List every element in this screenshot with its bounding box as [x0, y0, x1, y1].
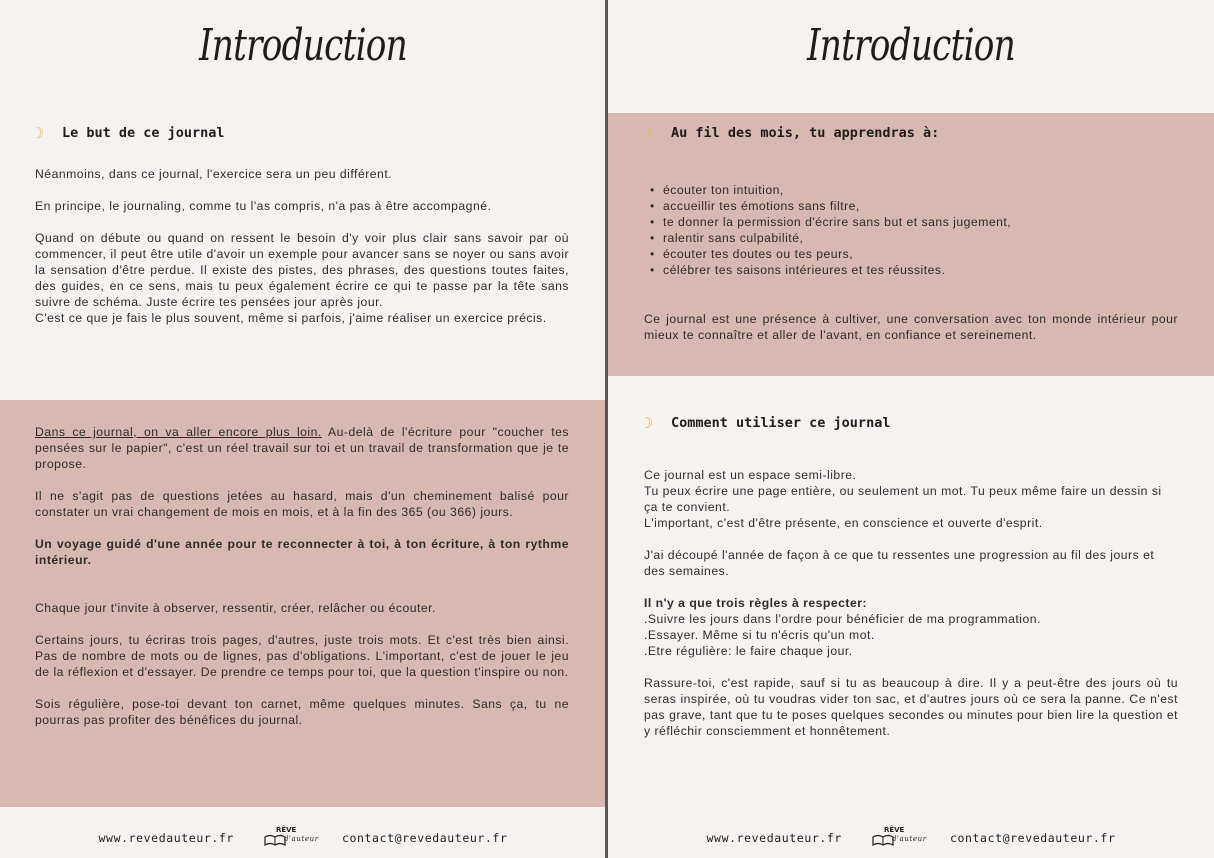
- underlined-lead: Dans ce journal, on va aller encore plus loin.: [35, 425, 322, 439]
- crescent-moon-icon: ☽: [35, 124, 45, 142]
- website-link[interactable]: www.revedauteur.fr: [98, 831, 234, 845]
- paragraph: J'ai découpé l'année de façon à ce que tu ressentes une progression au fil des jours et des semaines.: [644, 548, 1155, 578]
- page-title: Introduction: [807, 20, 1015, 71]
- list-item: • accueillir tes émotions sans filtre,: [644, 198, 1178, 214]
- rules-heading: Il n'y a que trois règles à respecter:: [644, 596, 868, 610]
- footer: [608, 818, 1214, 858]
- band-closing: [644, 311, 1178, 343]
- learning-list: [644, 182, 1178, 278]
- email-link[interactable]: contact@revedauteur.fr: [341, 831, 508, 845]
- paragraph: Tu peux écrire une page entière, ou seulement un mot. Tu peux même faire un dessin si ça te convient.: [644, 484, 1162, 514]
- reve-dauteur-logo: RÊVE d'auteur: [872, 825, 920, 851]
- section-heading-label: Le but de ce journal: [62, 125, 225, 141]
- paragraph: Néanmoins, dans ce journal, l'exercice sera un peu différent.: [35, 167, 393, 181]
- rule-item: .Etre régulière: le faire chaque jour.: [644, 644, 853, 658]
- list-item: • te donner la permission d'écrire sans but et sans jugement,: [644, 214, 1178, 230]
- bold-statement: Un voyage guidé d'une année pour te reconnecter à toi, à ton écriture, à ton rythme intérieur.: [35, 537, 569, 567]
- page-title: Introduction: [199, 20, 407, 71]
- left-page: [0, 0, 606, 858]
- section-heading-apprendras: [644, 124, 939, 142]
- section-heading-label: Au fil des mois, tu apprendras à:: [671, 125, 940, 141]
- paragraph: Ce journal est un espace semi-libre.: [644, 468, 857, 482]
- list-item: • ralentir sans culpabilité,: [644, 230, 1178, 246]
- lead-rest: Au-delà de l'écriture pour "coucher tes pensées sur le papier", c'est un réel travail sur toi et un travail de transformation que je te propose.: [35, 425, 569, 471]
- rule-item: .Suivre les jours dans l'ordre pour bénéficier de ma programmation.: [644, 612, 1041, 626]
- band-text: [35, 424, 569, 728]
- paragraph: Il ne s'agit pas de questions jetées au hasard, mais d'un cheminement balisé pour constater un vrai changement de mois en mois, et à la fin des 365 (ou 366) jours.: [35, 489, 569, 519]
- paragraph: En principe, le journaling, comme tu l'as compris, n'a pas à être accompagné.: [35, 199, 492, 213]
- paragraph: Quand on débute ou quand on ressent le besoin d'y voir plus clair sans savoir par où commencer, il peut être utile d'avoir un exemple pour avancer sans se noyer ou sans avoir la sensation d'être perdue. Il existe des pistes, des phrases, des questions toutes faites, des guides, en ce sens, mais tu peux également écrire ce qui te passe par la tête sans suivre de schéma. Juste écrire tes pensées jour après jour.: [35, 231, 569, 309]
- book-icon: [264, 833, 286, 847]
- paragraph: [35, 424, 569, 472]
- usage-text: [644, 467, 1178, 739]
- section-heading-label: Comment utiliser ce journal: [671, 415, 891, 431]
- book-icon: [872, 833, 894, 847]
- crescent-moon-icon: ☽: [644, 414, 654, 432]
- paragraph: Sois régulière, pose-toi devant ton carnet, même quelques minutes. Sans ça, tu ne pourras pas profiter des bénéfices du journal.: [35, 697, 569, 727]
- paragraph: Certains jours, tu écriras trois pages, d'autres, juste trois mots. Et c'est très bien ainsi. Pas de nombre de mots ou de lignes, pas d'obligations. L'important, c'est de jouer le jeu de la réflexion et d'essayer. De prendre ce temps pour toi, que la question t'inspire ou non.: [35, 633, 569, 679]
- section-heading-comment: [644, 414, 890, 432]
- email-link[interactable]: contact@revedauteur.fr: [949, 831, 1116, 845]
- footer: [0, 818, 606, 858]
- list-item: • célébrer tes saisons intérieures et tes réussites.: [644, 262, 1178, 278]
- paragraph: C'est ce que je fais le plus souvent, même si parfois, j'aime réaliser un exercice précis.: [35, 311, 547, 325]
- rule-item: .Essayer. Même si tu n'écris qu'un mot.: [644, 628, 875, 642]
- crescent-moon-icon: ☽: [644, 124, 654, 142]
- reve-dauteur-logo: RÊVE d'auteur: [264, 825, 312, 851]
- paragraph: Chaque jour t'invite à observer, ressentir, créer, relâcher ou écouter.: [35, 601, 436, 615]
- right-page: [608, 0, 1214, 858]
- paragraph: Rassure-toi, c'est rapide, sauf si tu as beaucoup à dire. Il y a peut-être des jours où tu seras inspirée, où tu voudras vider ton sac, et d'autres jours où ce sera la panne. Ce n'est pas grave, tant que tu te poses quelques secondes ou minutes pour bien lire la question et y réfléchir consciemment et honnêtement.: [644, 676, 1178, 738]
- list-item: • écouter ton intuition,: [644, 182, 1178, 198]
- website-link[interactable]: www.revedauteur.fr: [706, 831, 842, 845]
- intro-text: [35, 166, 569, 326]
- section-heading-but: [35, 124, 225, 142]
- list-item: • écouter tes doutes ou tes peurs,: [644, 246, 1178, 262]
- paragraph: L'important, c'est d'être présente, en conscience et ouverte d'esprit.: [644, 516, 1043, 530]
- paragraph: Ce journal est une présence à cultiver, une conversation avec ton monde intérieur pour mieux te connaître et aller de l'avant, en confiance et sereinement.: [644, 312, 1178, 342]
